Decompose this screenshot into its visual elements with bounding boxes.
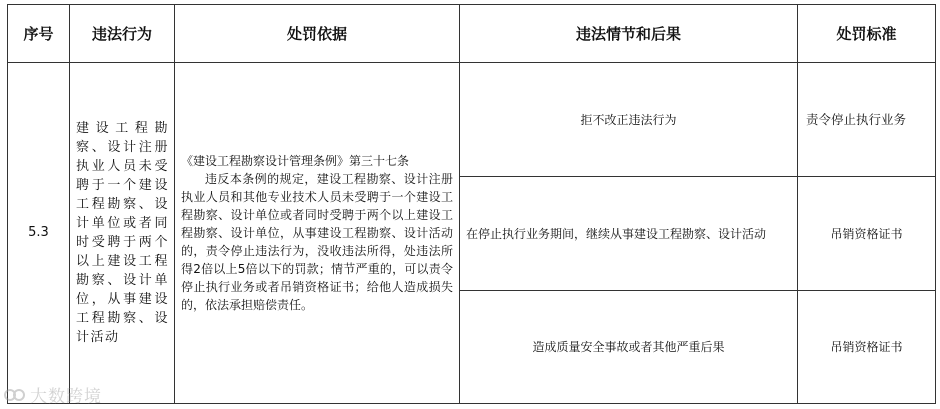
- header-row: [8, 5, 936, 63]
- basis-body: 违反本条例的规定，建设工程勘察、设计注册执业人员和其他专业技术人员未受聘于一个建设工程勘察、设计单位或者同时受聘于两个以上建设工程勘察、设计单位，从事建设工程勘察、设计活动的，责令停止违法行为，没收违法所得，处违法所得2倍以上5倍以下的罚款；情节严重的，可以责令停止执行业务或者吊销资格证书；给他人造成损失的，依法承担赔偿责任。: [181, 172, 453, 312]
- header-circumstances: 违法情节和后果: [460, 5, 798, 63]
- header-violation: 违法行为: [70, 5, 175, 63]
- watermark: [4, 382, 102, 407]
- standard-3: 吊销资格证书: [798, 291, 936, 404]
- watermark-logo-icon: [4, 386, 26, 404]
- standard-2: 吊销资格证书: [798, 177, 936, 291]
- basis-cell: [175, 63, 460, 404]
- consequence-1: 拒不改正违法行为: [460, 63, 798, 177]
- header-basis: 处罚依据: [175, 5, 460, 63]
- row-number: 5.3: [8, 63, 70, 404]
- penalty-table: [7, 4, 936, 404]
- table-row: [8, 63, 936, 177]
- basis-title: 《建设工程勘察设计管理条例》第三十七条: [181, 154, 410, 168]
- watermark-text: 大数跨境: [30, 387, 102, 407]
- header-standard: 处罚标准: [798, 5, 936, 63]
- consequence-3: 造成质量安全事故或者其他严重后果: [460, 291, 798, 404]
- standard-1: 责令停止执行业务: [798, 63, 936, 177]
- consequence-2: 在停止执行业务期间，继续从事建设工程勘察、设计活动: [460, 177, 798, 291]
- header-number: 序号: [8, 5, 70, 63]
- violation-cell: 建设工程勘察、设计注册执业人员未受聘于一个建设工程勘察、设计单位或者同时受聘于两个以上建设工程勘察、设计单位，从事建设工程勘察、设计活动: [70, 63, 175, 404]
